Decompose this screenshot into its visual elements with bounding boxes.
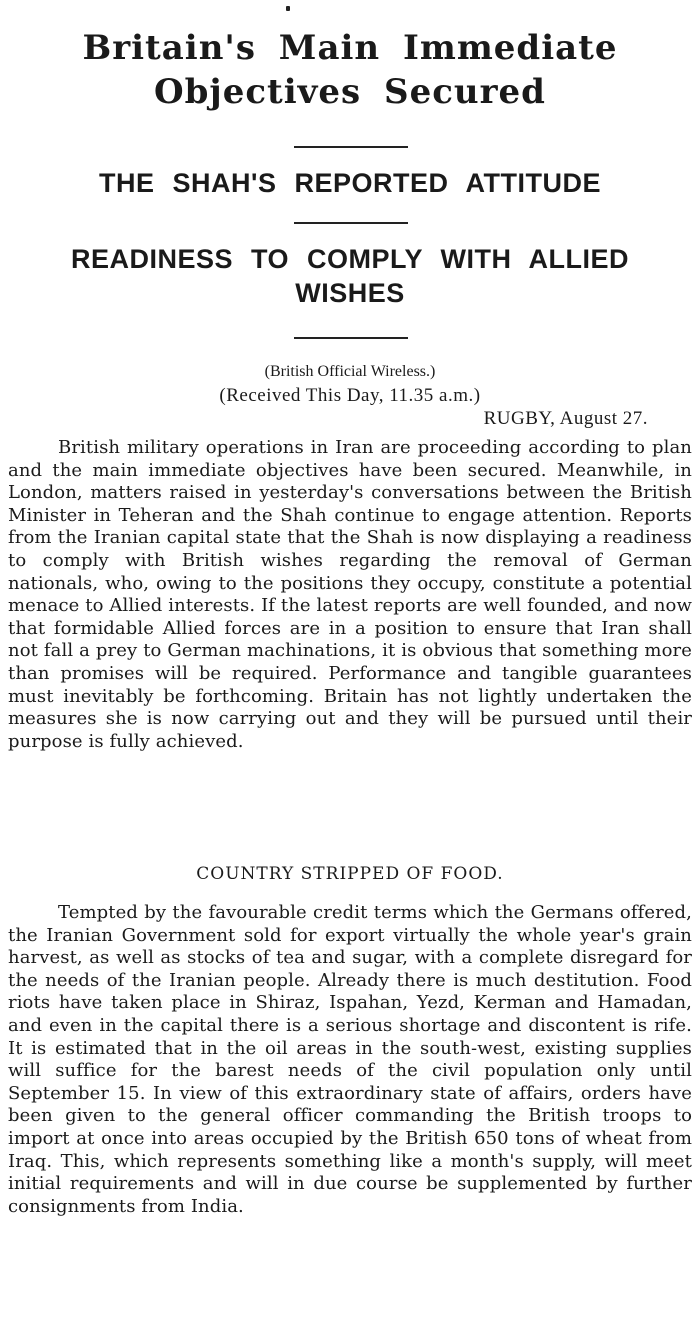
headline-divider (294, 222, 408, 224)
headline-divider (294, 146, 408, 148)
main-headline: Britain's Main Immediate Objectives Secured (82, 28, 618, 112)
section-subheading: COUNTRY STRIPPED OF FOOD. (196, 864, 504, 884)
dateline-place-date: RUGBY, August 27. (483, 408, 648, 429)
dateline-received: (Received This Day, 11.35 a.m.) (219, 385, 481, 406)
article-paragraph: British military operations in Iran are proceeding according to plan and the main immediate objectives have been secured. Meanwhile, in London, matters raised in yesterday's conversations between the British Minister in Teheran and the Shah continue to engage attention. Reports from the Iranian capital state that the Shah is now displaying a readiness to comply with British wishes regarding the removal of German nationals, who, owing to the positions they occupy, constitute a potential menace to Allied interests. If the latest reports are well founded, and now that formidable Allied forces are in a position to ensure that Iran shall not fall a prey to German machinations, it is obvious that something more than promises will be required. Performance and tangible guarantees must inevitably be forthcoming. Britain has not lightly undertaken the measures she is now carrying out and they will be pursued until their purpose is fully achieved. (8, 437, 692, 752)
print-speck (286, 6, 290, 11)
subheadline-shah-attitude: THE SHAH'S REPORTED ATTITUDE (99, 168, 601, 198)
subheadline-readiness: READINESS TO COMPLY WITH ALLIED WISHES (70, 244, 630, 308)
dateline-source: (British Official Wireless.) (264, 363, 436, 380)
headline-divider (294, 337, 408, 339)
article-paragraph: Tempted by the favourable credit terms which the Germans offered, the Iranian Government sold for export virtually the whole year's grain harvest, as well as stocks of tea and sugar, with a complete disregard for the needs of the Iranian people. Already there is much destitution. Food riots have taken place in Shiraz, Ispahan, Yezd, Kerman and Hamadan, and even in the capital there is a serious shortage and discontent is rife. It is estimated that in the oil areas in the south-west, existing supplies will suffice for the barest needs of the civil population only until September 15. In view of this extraordinary state of affairs, orders have been given to the general officer commanding the British troops to import at once into areas occupied by the British 650 tons of wheat from Iraq. This, which represents something like a month's supply, will meet initial requirements and will in due course be supplemented by further consignments from India. (8, 902, 692, 1217)
